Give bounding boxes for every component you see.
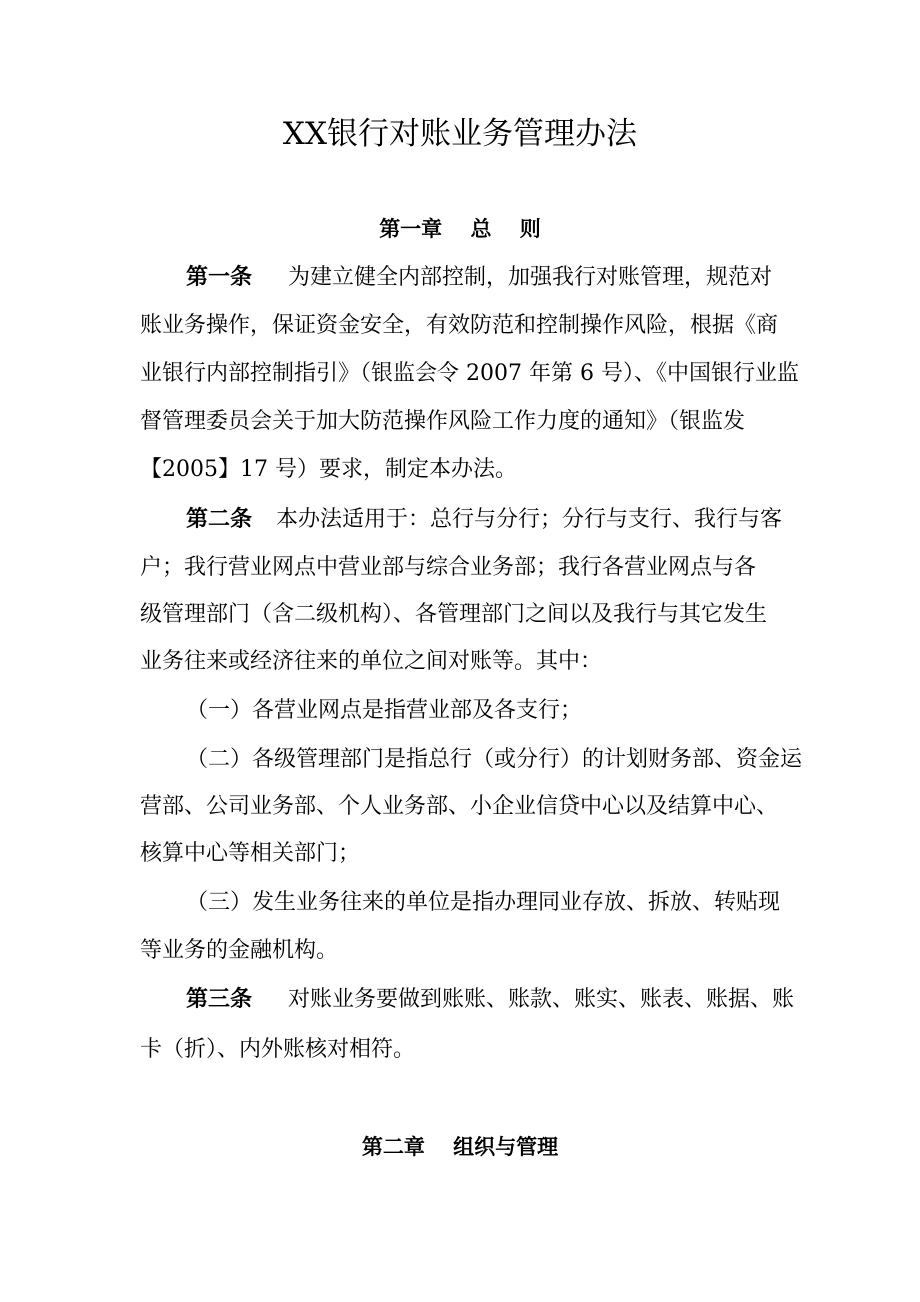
article-2-item-3-line-2: 等业务的金融机构。 bbox=[140, 938, 339, 963]
article-1-line-3: 业银行内部控制指引》（银监会令 2007 年第 6 号）、《中国银行业监 bbox=[140, 361, 799, 386]
article-1-line-2: 账业务操作，保证资金安全，有效防范和控制操作风险，根据《商 bbox=[140, 313, 779, 338]
article-1-text-1: 为建立健全内部控制，加强我行对账管理，规范对 bbox=[288, 265, 773, 290]
article-1-line-5: 【2005】17 号）要求，制定本办法。 bbox=[140, 457, 517, 482]
article-2-line-2: 户；我行营业网点中营业部与综合业务部；我行各营业网点与各 bbox=[140, 555, 757, 580]
article-2-text-1: 本办法适用于：总行与分行；分行与支行、我行与客 bbox=[276, 507, 783, 532]
article-2-item-2-line-2: 营部、公司业务部、个人业务部、小企业信贷中心以及结算中心、 bbox=[140, 794, 779, 819]
article-1-line-1 bbox=[186, 262, 772, 294]
article-2-line-3: 级管理部门（含二级机构）、各管理部门之间以及我行与其它发生 bbox=[140, 602, 768, 627]
article-2-item-2-line-3: 核算中心等相关部门； bbox=[140, 841, 361, 866]
article-1-line-4: 督管理委员会关于加大防范操作风险工作力度的通知》（银监发 bbox=[140, 409, 746, 434]
article-2-label: 第二条 bbox=[186, 507, 253, 532]
article-2-line-4: 业务往来或经济往来的单位之间对账等。其中： bbox=[140, 649, 603, 674]
article-3-line-1 bbox=[186, 984, 794, 1016]
article-2-item-2-line-1: （二）各级管理部门是指总行（或分行）的计划财务部、资金运 bbox=[186, 747, 803, 772]
article-3-text-1: 对账业务要做到账账、账款、账实、账表、账据、账 bbox=[288, 987, 795, 1012]
chapter-1-heading: 第一章 总 则 bbox=[379, 217, 541, 241]
article-2-item-3-line-1: （三）发生业务往来的单位是指办理同业存放、拆放、转贴现 bbox=[186, 890, 781, 915]
article-3-line-2: 卡（折）、内外账核对相符。 bbox=[140, 1037, 416, 1062]
article-2-line-1 bbox=[186, 504, 782, 536]
chapter-2-heading: 第二章 组织与管理 bbox=[361, 1135, 559, 1159]
article-2-item-1-line-1: （一）各营业网点是指营业部及各支行； bbox=[186, 698, 583, 723]
article-1-label: 第一条 bbox=[186, 265, 253, 290]
article-3-label: 第三条 bbox=[186, 987, 253, 1012]
document-title: XX银行对账业务管理办法 bbox=[282, 116, 638, 152]
